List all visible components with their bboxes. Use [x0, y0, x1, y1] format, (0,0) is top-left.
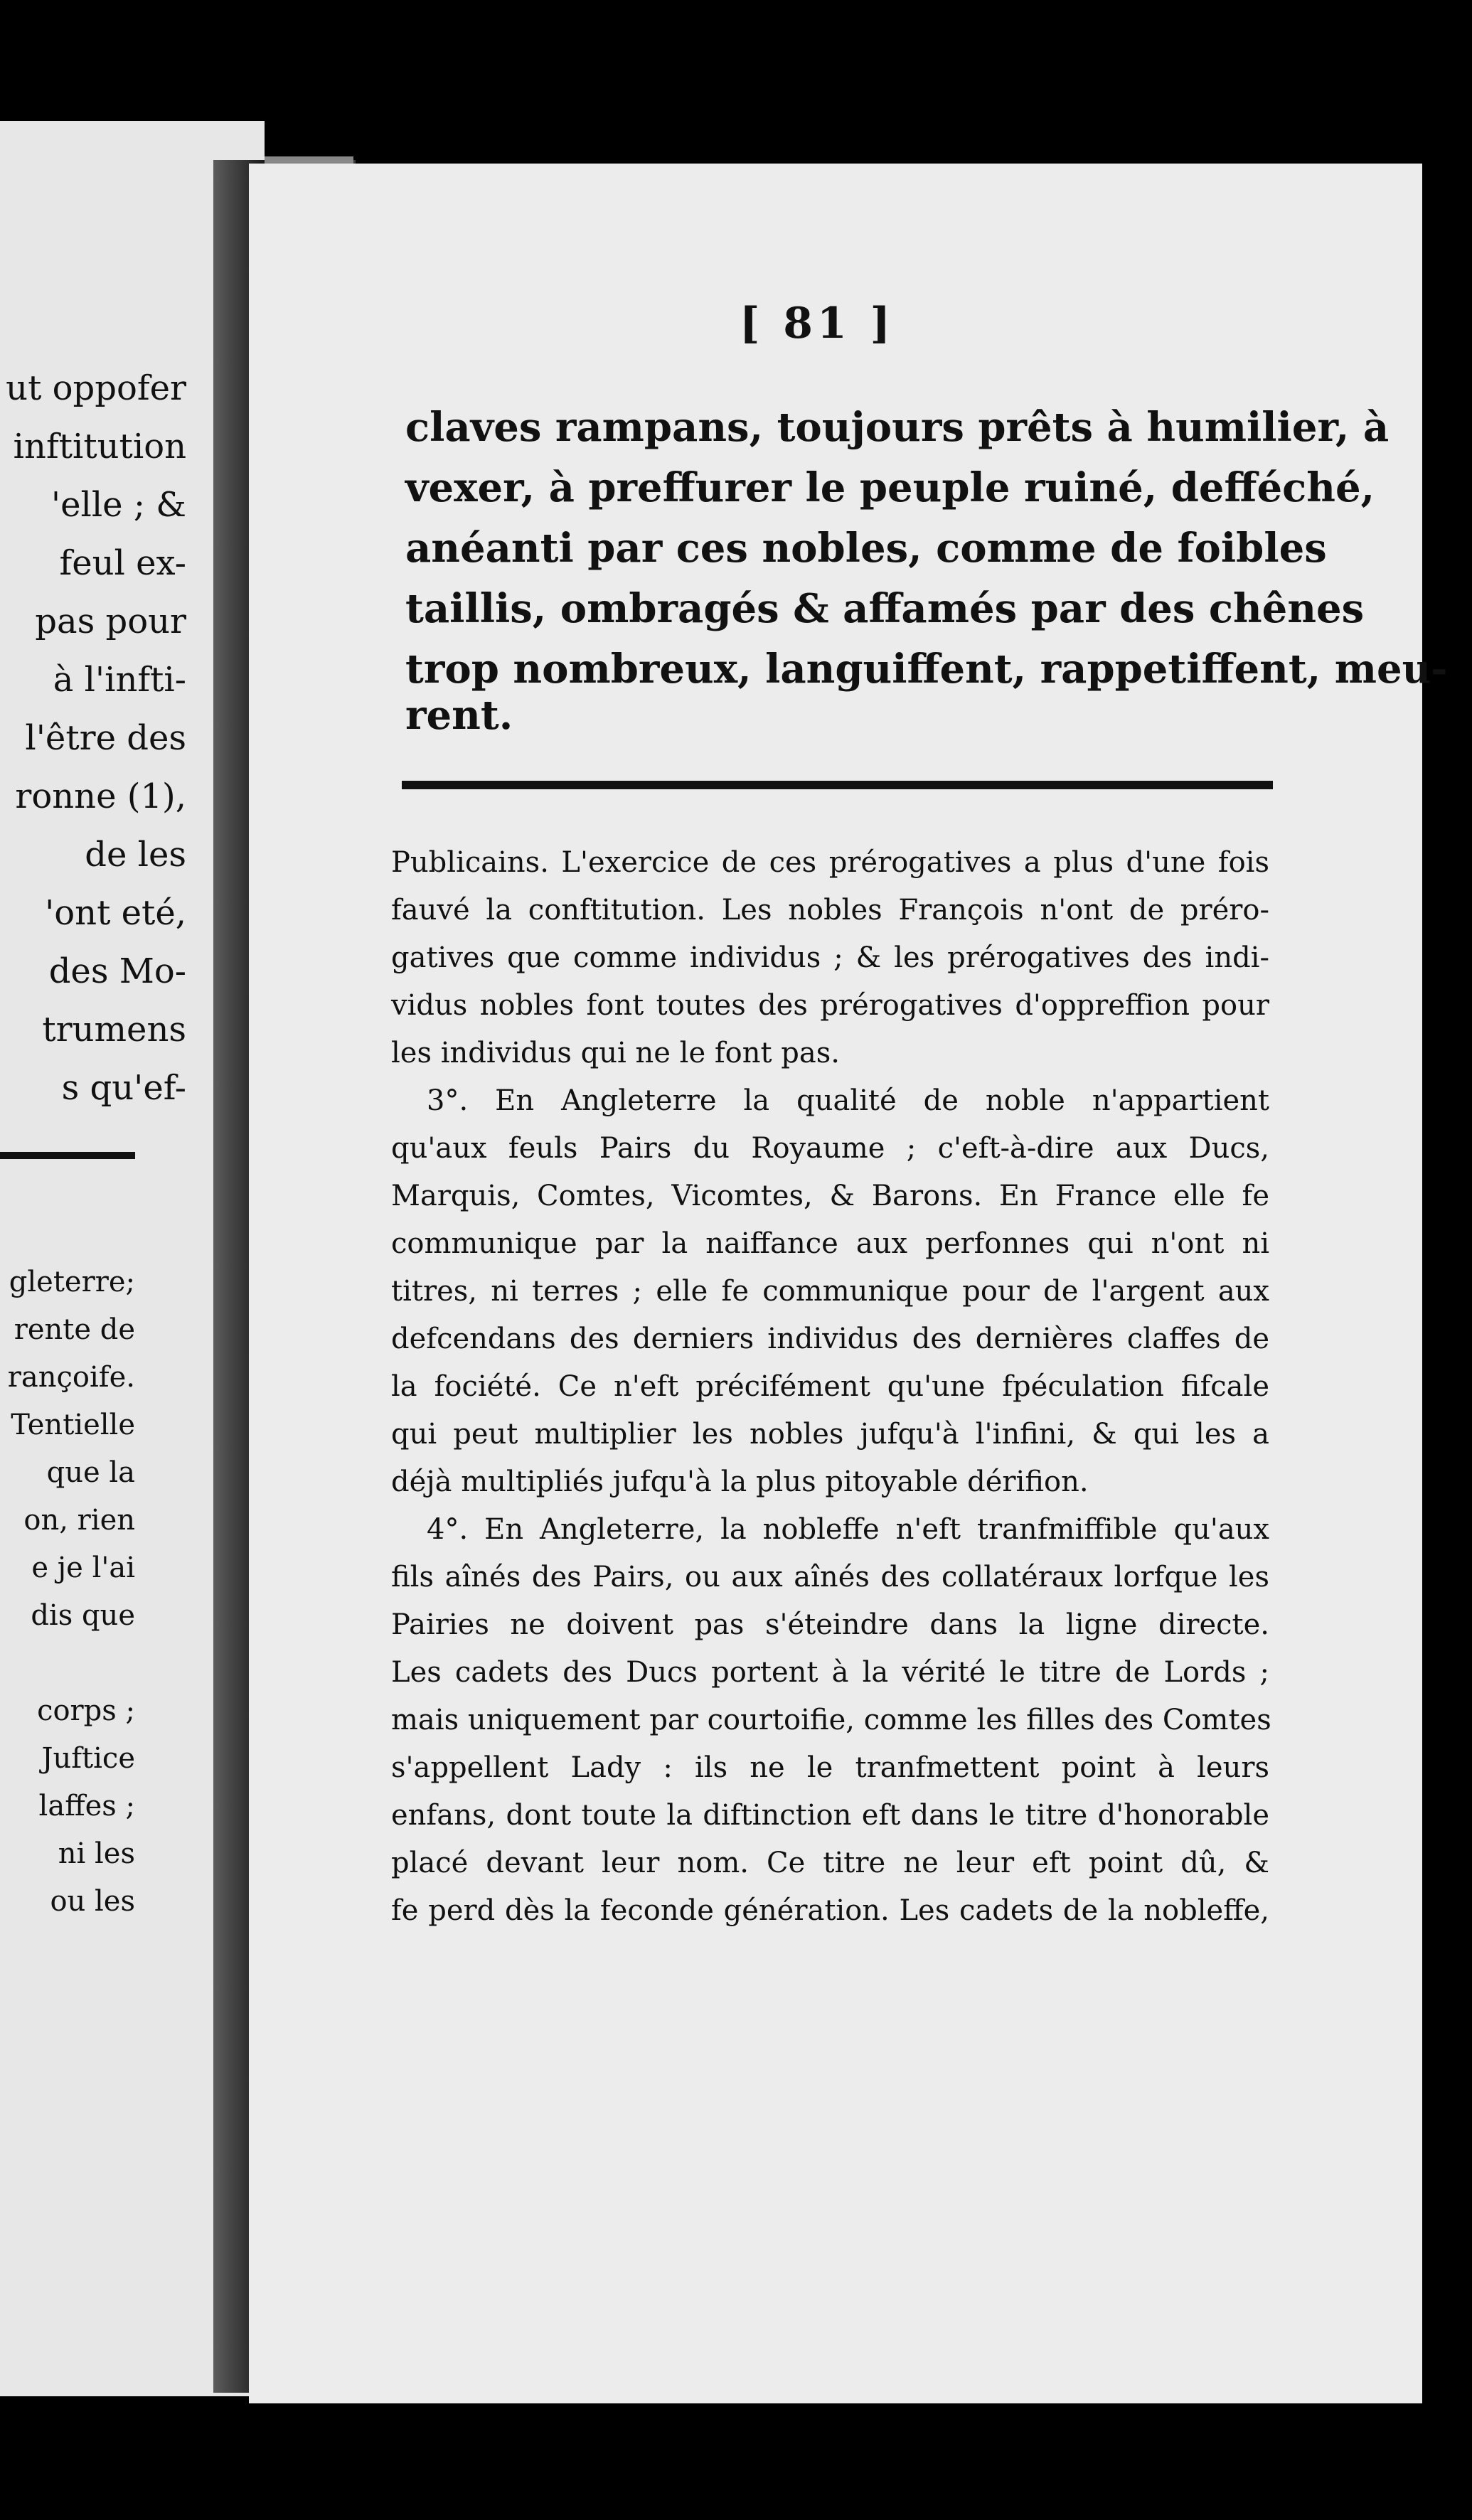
facing-line: trumens	[42, 1010, 186, 1050]
facing-note-line: que la	[46, 1456, 135, 1489]
footnote-line: déjà multipliés jufqu'à la plus pitoyable dérifion.	[391, 1465, 1089, 1498]
footnote-line: communique par la naiffance aux perfonnes qui n'ont ni	[391, 1227, 1269, 1260]
footnote-line: qui peut multiplier les nobles jufqu'à l'infini, & qui les a	[391, 1418, 1269, 1451]
footnote-line: gatives que comme individus ; & les prérogatives des indi-	[391, 941, 1269, 974]
facing-rule	[0, 1152, 135, 1159]
footnote-line: fauvé la conftitution. Les nobles François n'ont de préro-	[391, 894, 1269, 927]
footnote-line: enfans, dont toute la diftinction eft dans le titre d'honorable	[391, 1799, 1269, 1832]
footnote-line: Pairies ne doivent pas s'éteindre dans la ligne directe.	[391, 1608, 1269, 1641]
body-line: taillis, ombragés & affamés par des chênes	[405, 585, 1365, 632]
footnote-line: placé devant leur nom. Ce titre ne leur eft point dû, &	[391, 1847, 1269, 1879]
facing-note-line: gleterre;	[9, 1266, 135, 1298]
footnote-line: Publicains. L'exercice de ces prérogatives a plus d'une fois	[391, 846, 1269, 879]
footnote-line: les individus qui ne le font pas.	[391, 1037, 840, 1069]
facing-line: 'ont eté,	[45, 893, 186, 933]
body-line: claves rampans, toujours prêts à humilier, à	[405, 404, 1390, 451]
facing-note-line: laffes ;	[38, 1790, 135, 1822]
footnote-line: fe perd dès la feconde génération. Les cadets de la nobleffe,	[391, 1894, 1269, 1927]
facing-line: feul ex-	[59, 543, 186, 583]
footnote-line: 3°. En Angleterre la qualité de noble n'appartient	[427, 1084, 1269, 1117]
footnote-line: defcendans des derniers individus des dernières claffes de	[391, 1323, 1269, 1355]
facing-line: ronne (1),	[15, 776, 186, 816]
footnote-line: qu'aux feuls Pairs du Royaume ; c'eft-à-dire aux Ducs,	[391, 1132, 1269, 1165]
facing-note-line: on, rien	[23, 1504, 135, 1537]
page-number: [ 81 ]	[740, 299, 895, 348]
facing-note-line: corps ;	[37, 1694, 135, 1727]
footnote-line: vidus nobles font toutes des prérogatives d'oppreffion pour	[391, 989, 1269, 1022]
facing-line: des Mo-	[48, 951, 186, 991]
facing-line: s qu'ef-	[61, 1068, 186, 1108]
footnote-line: mais uniquement par courtoifie, comme les filles des Comtes	[391, 1704, 1271, 1736]
facing-note-line: rançoife.	[7, 1361, 135, 1394]
footnote-line: fils aînés des Pairs, ou aux aînés des collatéraux lorfque les	[391, 1561, 1269, 1593]
facing-note-line: e je l'ai	[31, 1552, 135, 1584]
facing-note-line: dis que	[31, 1599, 135, 1632]
facing-line: 'elle ; &	[50, 485, 186, 525]
facing-note-line: rente de	[14, 1313, 135, 1346]
footnote-line: 4°. En Angleterre, la nobleffe n'eft tranfmiffible qu'aux	[427, 1513, 1269, 1546]
facing-note-line: Juftice	[41, 1742, 135, 1775]
facing-line: ut oppofer	[6, 368, 186, 408]
footnote-line: titres, ni terres ; elle fe communique pour de l'argent aux	[391, 1275, 1269, 1308]
body-line: rent.	[405, 692, 513, 739]
facing-line: de les	[85, 835, 186, 875]
facing-note-line: ou les	[50, 1885, 135, 1918]
body-line: anéanti par ces nobles, comme de foibles	[405, 525, 1327, 572]
footnote-line: Marquis, Comtes, Vicomtes, & Barons. En France elle fe	[391, 1180, 1269, 1212]
body-line: trop nombreux, languiffent, rappetiffent, meu-	[405, 646, 1448, 693]
facing-note-line: ni les	[58, 1837, 135, 1870]
facing-line: inftitution	[13, 427, 186, 466]
facing-line: l'être des	[25, 718, 186, 758]
footnote-line: s'appellent Lady : ils ne le tranfmettent point à leurs	[391, 1751, 1269, 1784]
facing-note-line: Tentielle	[11, 1409, 135, 1441]
body-line: vexer, à preffurer le peuple ruiné, defféché,	[405, 464, 1375, 511]
facing-line: pas pour	[35, 602, 186, 641]
footnote-line: la fociété. Ce n'eft précifément qu'une fpéculation fifcale	[391, 1370, 1269, 1403]
footnote-rule	[402, 781, 1273, 789]
facing-line: à l'infti-	[53, 660, 186, 700]
footnote-line: Les cadets des Ducs portent à la vérité le titre de Lords ;	[391, 1656, 1269, 1689]
